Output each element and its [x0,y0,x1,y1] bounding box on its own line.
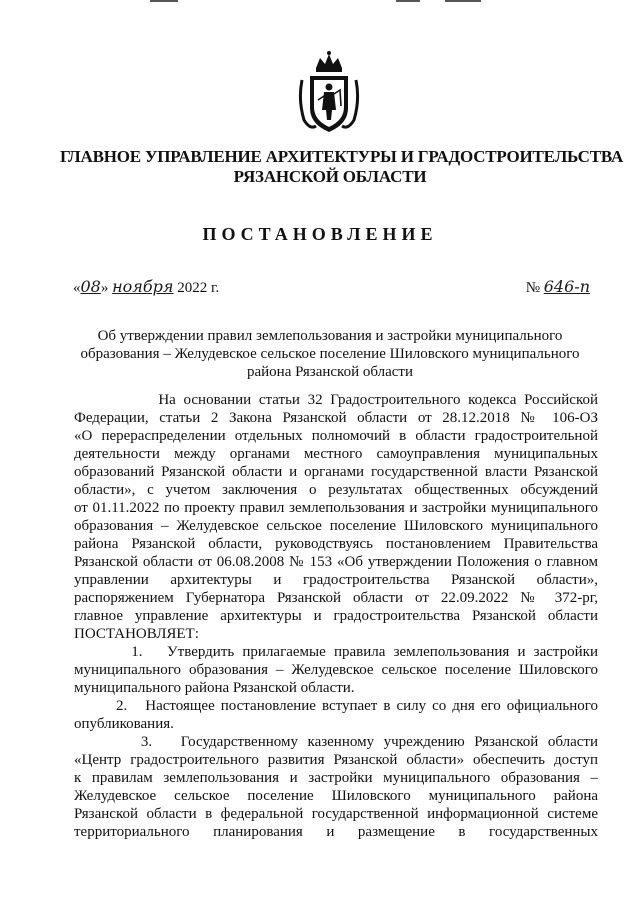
scan-artifact-line [445,0,481,2]
body-text-line: области», с учетом заключения о результатах общественных обсуждений [74,482,598,498]
date-year: 2022 г. [177,280,220,296]
subject-line-2: образования – Желудевское сельское поселение Шиловского муниципального [80,346,580,362]
body-text-line: 2. Настоящее постановление вступает в силу со дня его официального [74,698,598,714]
document-subject [70,327,590,381]
scan-artifact-line [150,0,178,2]
document-body [74,391,598,841]
date-month: ноября [112,277,174,296]
body-text-line: деятельности между органами местного самоуправления муниципальных [74,446,598,462]
body-text-line: муниципального района Рязанской области. [74,680,355,696]
organization-name [60,147,624,187]
scan-artifact-line [396,0,420,2]
date-day: 08 [80,277,101,296]
number-value: 646-п [543,277,590,296]
body-text-line: На основании статьи 32 Градостроительного кодекса Российской [74,392,598,408]
body-text-line: Рязанской области в федеральной государственной информационной системе [74,806,598,822]
body-text-line: от 01.11.2022 по проекту правил землепользования и застройки муниципального [74,500,598,516]
body-text-line: муниципального образования – Желудевское сельское поселение Шиловского [74,662,598,678]
body-text-line: Желудевское сельское поселение Шиловского муниципального района [74,788,598,804]
body-text-line: района Рязанской области, руководствуясь постановлением Правительства [74,536,598,552]
date-close-quote: » [100,280,109,296]
subject-line-3: района Рязанской области [246,364,413,380]
document-type-title: ПОСТАНОВЛЕНИЕ [202,224,438,244]
body-text-line: «О перераспределении отдельных полномочий в области градостроительной [74,428,598,444]
body-text-line: Рязанской области от 06.08.2008 № 153 «Об утверждении Положения о главном [74,554,598,570]
body-text-line: распоряжением Губернатора Рязанской области от 22.09.2022 № 372-рг, [74,590,598,606]
date-open-quote: « [73,280,81,296]
body-text-line: к правилам землепользования и застройки муниципального образования – [74,770,598,786]
body-text-line: ПОСТАНОВЛЯЕТ: [74,626,199,642]
body-text-line: 3. Государственному казенному учреждению Рязанской области [74,734,598,750]
body-text-line: главное управление архитектуры и градостроительства Рязанской области [74,608,598,624]
body-text-line: 1. Утвердить прилагаемые правила землепользования и застройки [74,644,598,660]
document-date [73,277,219,297]
subject-line-1: Об утверждении правил землепользования и застройки муниципального [97,328,563,344]
body-text-line: опубликования. [74,716,174,732]
body-text-line: образования – Желудевское сельское поселение Шиловского муниципального [74,518,598,534]
body-text-line: Федерации, статьи 2 Закона Рязанской области от 28.12.2018 № 106-ОЗ [74,410,598,426]
body-text-line: «Центр градостроительного развития Рязанской области» обеспечить доступ [74,752,598,768]
document-number [526,277,590,297]
body-text-line: управлении архитектуры и градостроительства Рязанской области», [74,572,598,588]
number-prefix: № [525,280,540,296]
body-text-line: образований Рязанской области и органами государственной власти Рязанской [74,464,598,480]
body-text-line: территориального планирования и размещение в государственных [74,824,598,840]
organization-name-line-1: ГЛАВНОЕ УПРАВЛЕНИЕ АРХИТЕКТУРЫ И ГРАДОСТРОИТЕЛЬСТВА [60,147,624,166]
organization-name-line-2: РЯЗАНСКОЙ ОБЛАСТИ [233,167,427,186]
coat-of-arms-emblem [296,50,362,136]
